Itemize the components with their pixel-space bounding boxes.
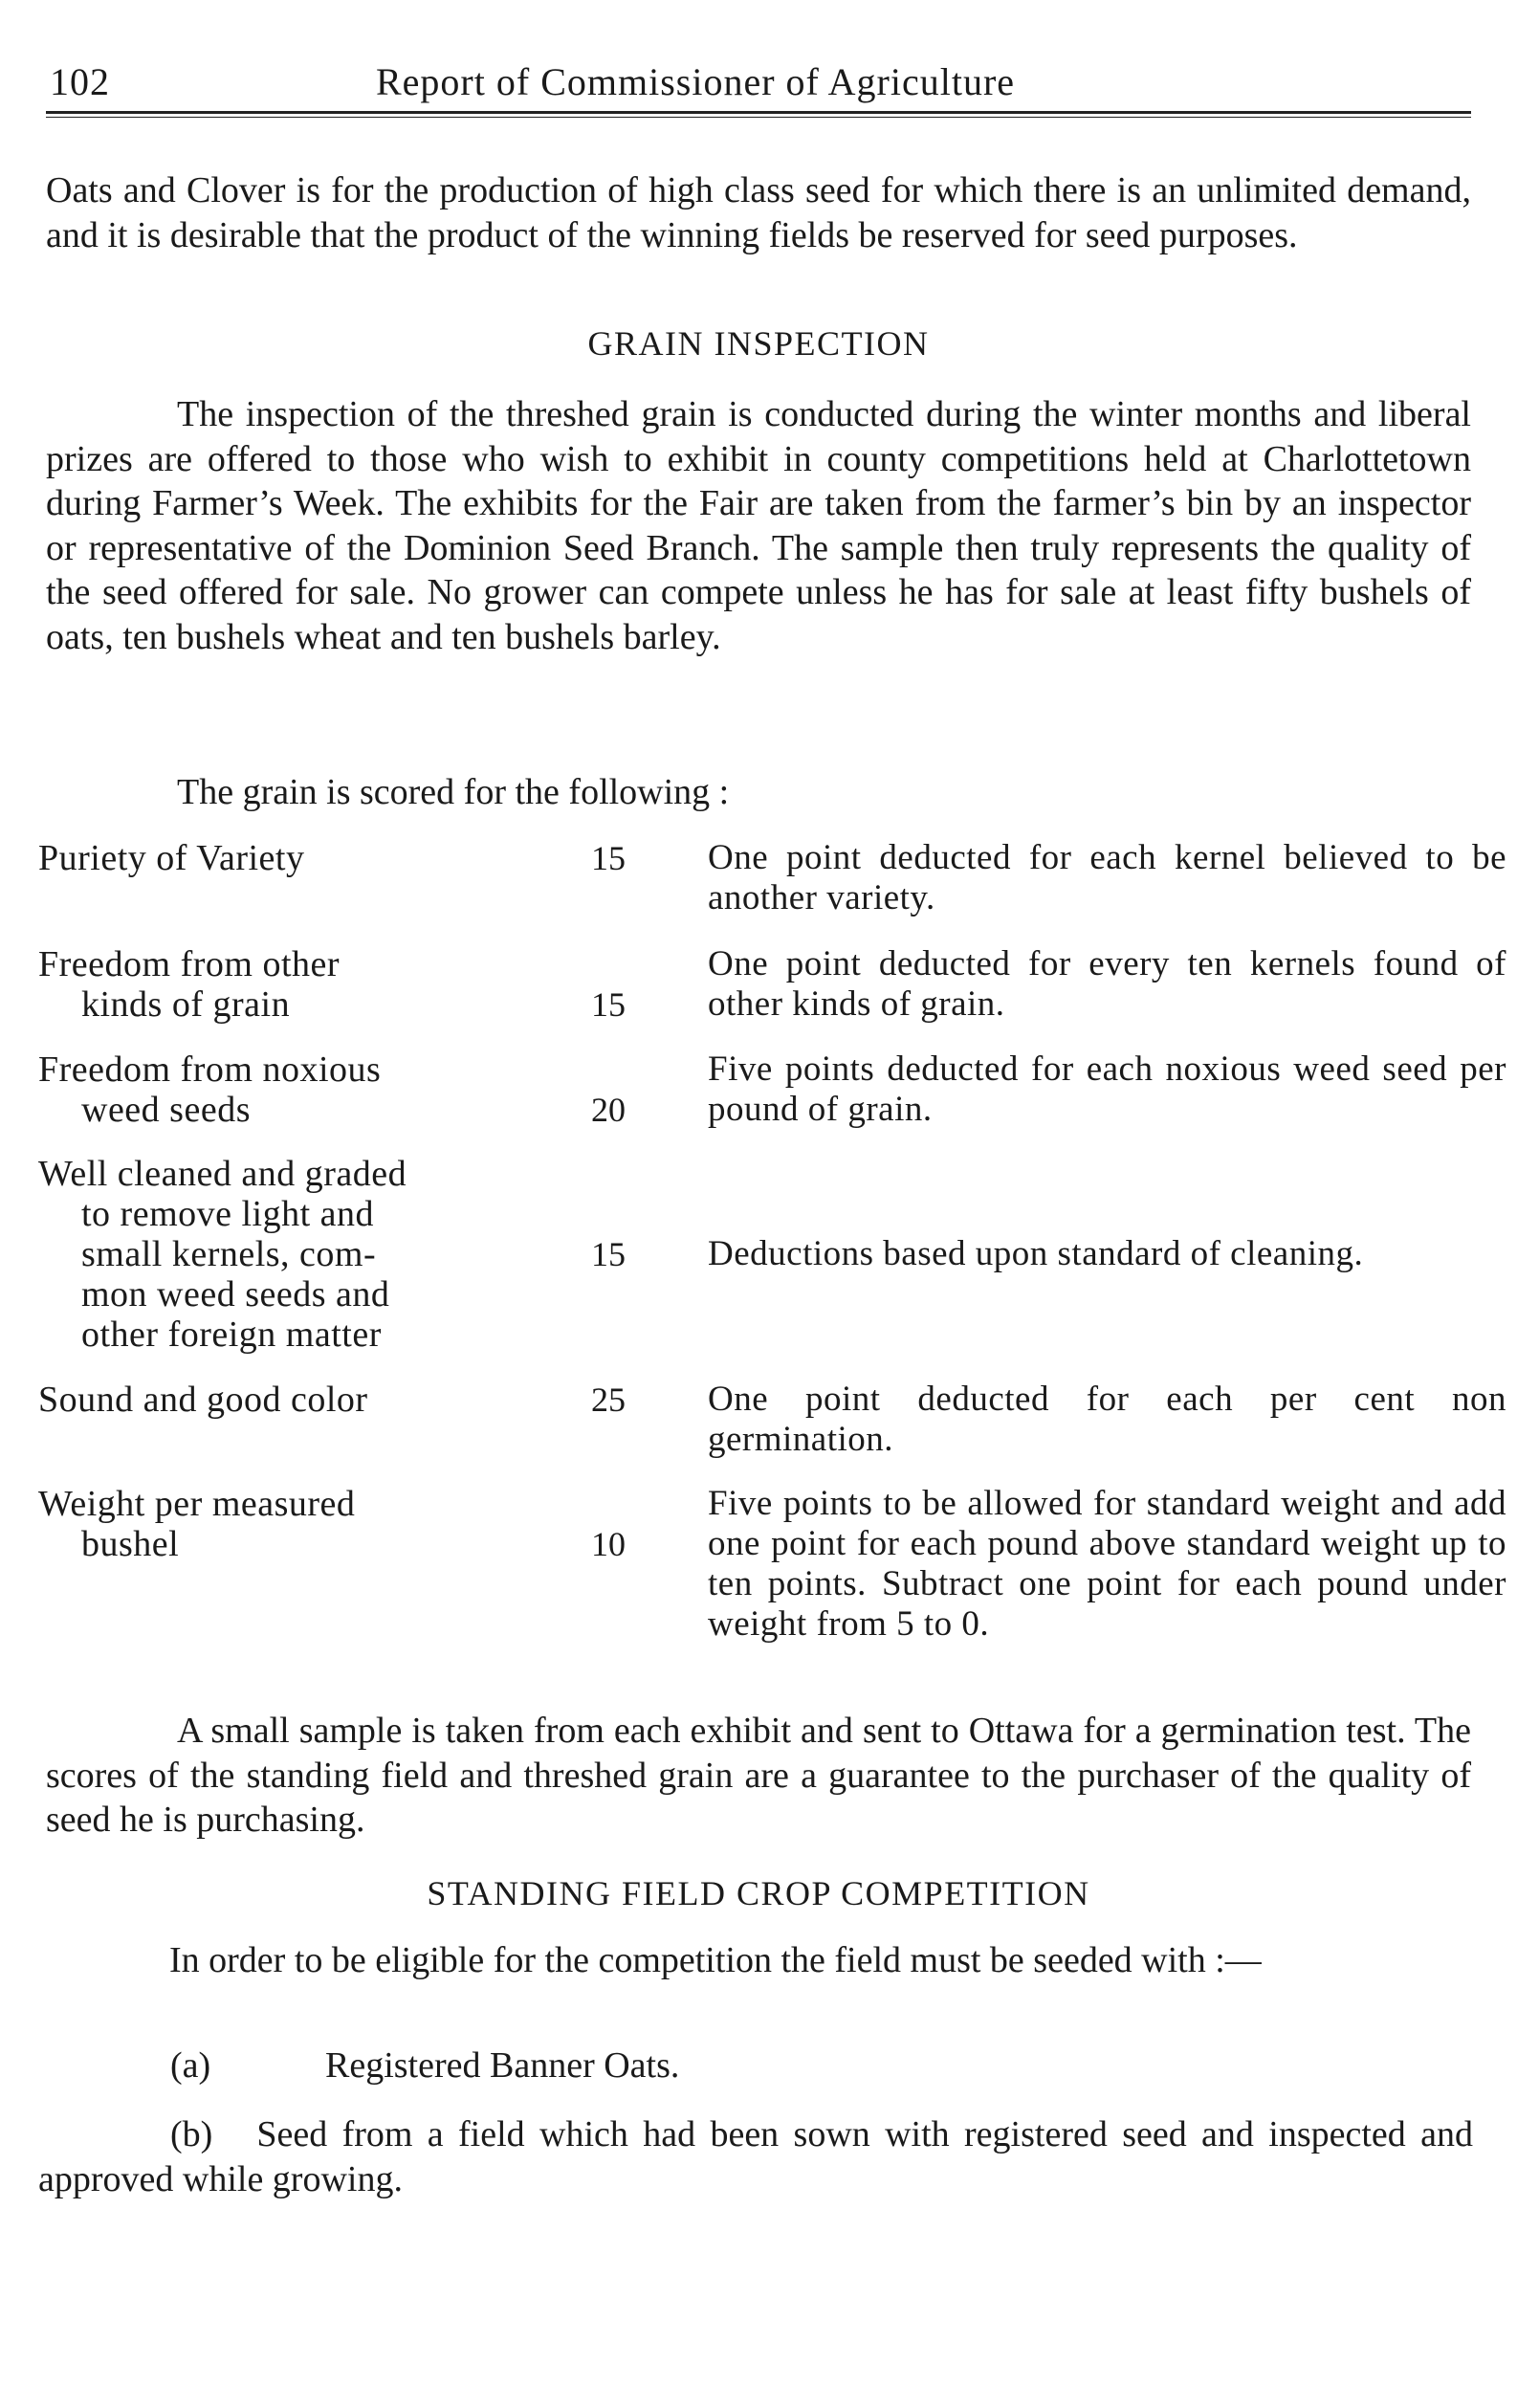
list-item xyxy=(38,2112,1473,2201)
list-text: Registered Banner Oats. xyxy=(325,2045,680,2086)
points-value: 15 xyxy=(591,985,626,1024)
deduction-note: One point deducted for each kernel believed to be another variety. xyxy=(708,838,1506,917)
points-value: 25 xyxy=(591,1381,626,1419)
criterion-label: Sound and good color xyxy=(38,1380,368,1420)
list-marker: (a) xyxy=(170,2045,211,2086)
page-header xyxy=(46,54,1471,111)
points-value: 10 xyxy=(591,1525,626,1563)
intro-paragraph: Oats and Clover is for the production of high class seed for which there is an unlimited demand, and it is desirable that the product of the winning fields be reserved for seed purposes. xyxy=(46,170,1471,255)
points-value: 15 xyxy=(591,1235,626,1273)
standing-field-paragraph: In order to be eligible for the competition the field must be seeded with :— xyxy=(169,1940,1262,1980)
list-marker: (b) xyxy=(170,2114,213,2154)
sample-paragraph: A small sample is taken from each exhibit and sent to Ottawa for a germination test. The scores of the standing field and threshed grain are a guarantee to the purchaser of the quality of seed he is purchasing. xyxy=(46,1711,1471,1840)
criterion-label: Puriety of Variety xyxy=(38,838,305,878)
deduction-note: Five points to be allowed for standard weight and add one point for each pound above standard weight up to ten points. Subtract one point for each pound under weight from 5 to 0. xyxy=(708,1484,1506,1644)
points-value: 20 xyxy=(591,1091,626,1129)
running-title: Report of Commissioner of Agriculture xyxy=(376,60,1016,103)
grain-inspection-paragraph: The inspection of the threshed grain is conducted during the winter months and liberal prizes are offered to those who wish to exhibit in county competitions held at Charlottetown during Farmer’s Week. The exhibits for the Fair are taken from the farmer’s bin by an inspector or representative of the Dominion Seed Branch. The sample then truly represents the quality of the seed offered for sale. No grower can compete unless he has for sale at least fifty bushels of oats, ten bushels wheat and ten bushels barley. xyxy=(46,394,1471,657)
header-rule xyxy=(46,111,1471,118)
page-number: 102 xyxy=(50,60,110,103)
section-heading-standing-field: STANDING FIELD CROP COMPETITION xyxy=(427,1874,1090,1912)
criterion-label: Freedom from noxious weed seeds xyxy=(38,1049,382,1130)
criterion-label: Well cleaned and graded to remove light and small kernels, com- mon weed seeds and other foreign matter xyxy=(38,1154,407,1355)
points-value: 15 xyxy=(591,839,626,877)
deduction-note: One point deducted for each per cent non germination. xyxy=(708,1380,1506,1459)
deduction-note: One point deducted for every ten kernels found of other kinds of grain. xyxy=(708,944,1506,1024)
criterion-label: Freedom from other kinds of grain xyxy=(38,944,341,1025)
section-heading-grain-inspection: GRAIN INSPECTION xyxy=(587,324,930,363)
deduction-note: Five points deducted for each noxious weed seed per pound of grain. xyxy=(708,1049,1506,1129)
deduction-note: Deductions based upon standard of cleaning. xyxy=(708,1234,1364,1273)
list-text: Seed from a field which had been sown with registered seed and inspected and approved while growing. xyxy=(38,2114,1473,2199)
criterion-label: Weight per measured bushel xyxy=(38,1484,356,1564)
scored-intro: The grain is scored for the following : xyxy=(177,772,730,812)
